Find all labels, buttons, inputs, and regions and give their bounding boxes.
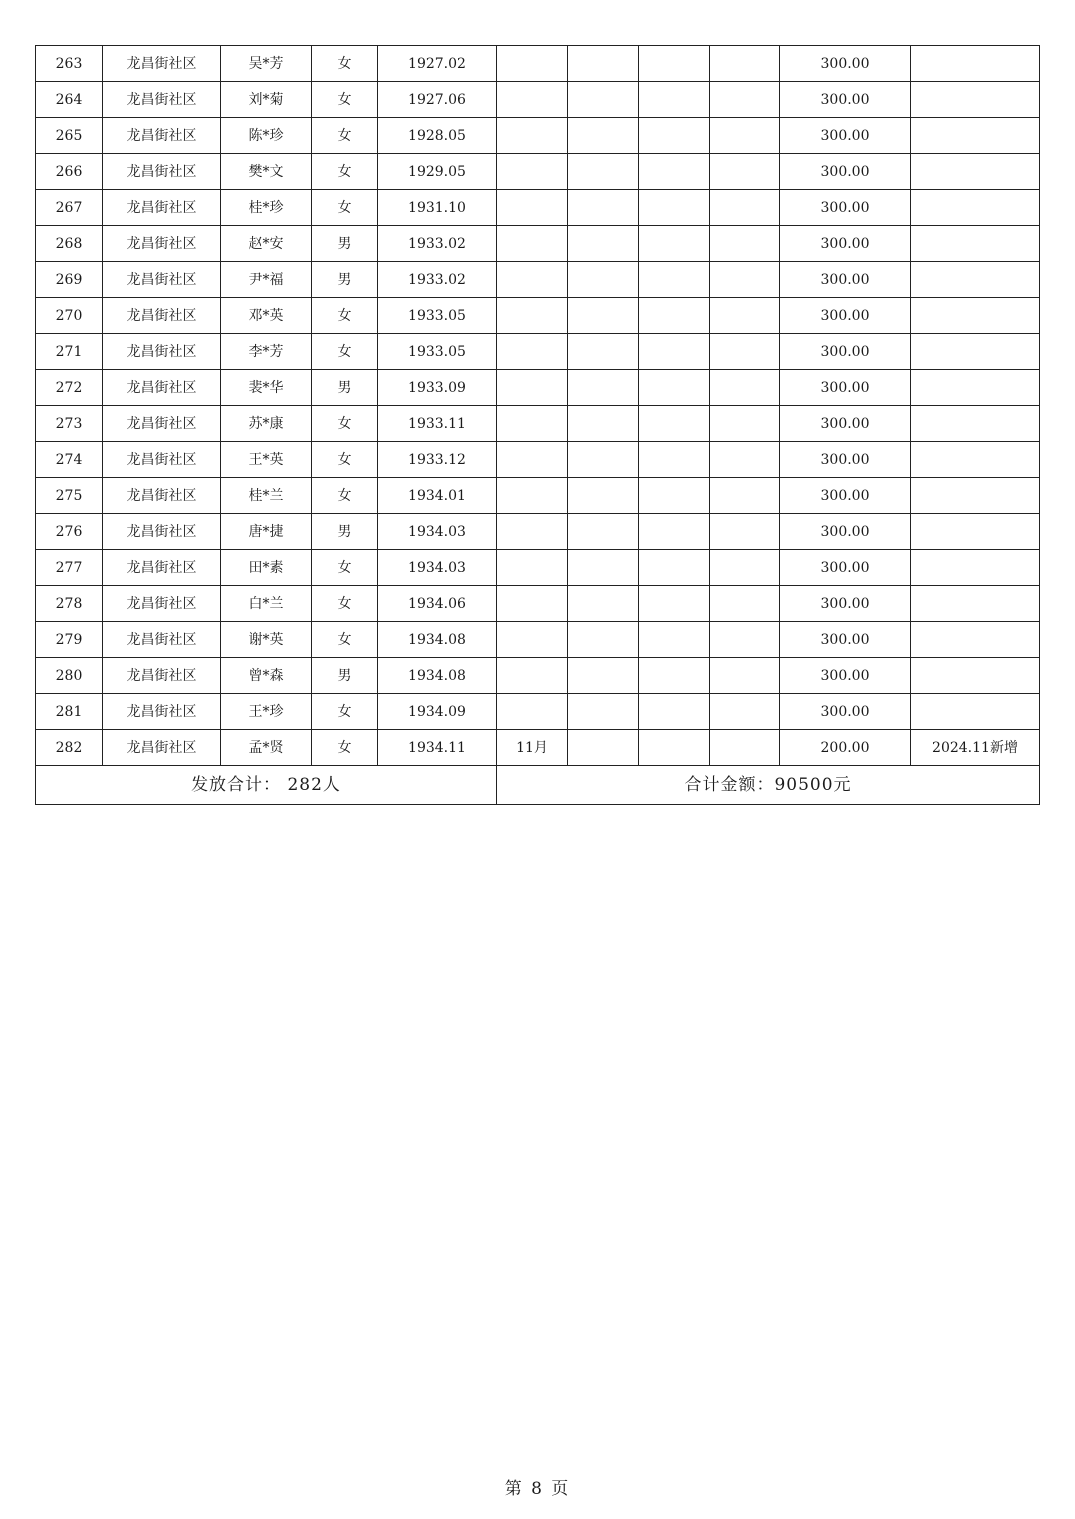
birth-date-cell: 1929.05 bbox=[378, 154, 497, 190]
birth-date-cell: 1933.12 bbox=[378, 442, 497, 478]
row-number-cell: 266 bbox=[36, 154, 103, 190]
amount-cell: 300.00 bbox=[780, 46, 911, 82]
column-8-cell bbox=[639, 550, 710, 586]
column-8-cell bbox=[639, 658, 710, 694]
column-9-cell bbox=[710, 154, 780, 190]
name-cell: 樊*文 bbox=[221, 154, 312, 190]
column-9-cell bbox=[710, 46, 780, 82]
birth-date-cell: 1927.06 bbox=[378, 82, 497, 118]
column-8-cell bbox=[639, 622, 710, 658]
column-8-cell bbox=[639, 262, 710, 298]
community-cell: 龙昌街社区 bbox=[103, 370, 221, 406]
column-9-cell bbox=[710, 370, 780, 406]
column-9-cell bbox=[710, 262, 780, 298]
row-number-cell: 282 bbox=[36, 730, 103, 766]
table-row bbox=[36, 622, 1040, 658]
note-cell bbox=[911, 154, 1040, 190]
column-8-cell bbox=[639, 190, 710, 226]
gender-cell: 女 bbox=[312, 730, 378, 766]
column-8-cell bbox=[639, 46, 710, 82]
table-row bbox=[36, 82, 1040, 118]
table-row bbox=[36, 190, 1040, 226]
column-8-cell bbox=[639, 334, 710, 370]
birth-date-cell: 1934.08 bbox=[378, 658, 497, 694]
community-cell: 龙昌街社区 bbox=[103, 730, 221, 766]
column-9-cell bbox=[710, 406, 780, 442]
row-number-cell: 276 bbox=[36, 514, 103, 550]
birth-date-cell: 1934.03 bbox=[378, 550, 497, 586]
column-9-cell bbox=[710, 442, 780, 478]
table-row bbox=[36, 658, 1040, 694]
gender-cell: 女 bbox=[312, 550, 378, 586]
column-7-cell bbox=[568, 658, 639, 694]
column-9-cell bbox=[710, 586, 780, 622]
name-cell: 刘*菊 bbox=[221, 82, 312, 118]
amount-cell: 300.00 bbox=[780, 442, 911, 478]
gender-cell: 女 bbox=[312, 46, 378, 82]
note-cell bbox=[911, 82, 1040, 118]
column-8-cell bbox=[639, 478, 710, 514]
column-9-cell bbox=[710, 82, 780, 118]
column-6-cell bbox=[497, 46, 568, 82]
column-6-cell bbox=[497, 262, 568, 298]
column-9-cell bbox=[710, 694, 780, 730]
row-number-cell: 265 bbox=[36, 118, 103, 154]
gender-cell: 女 bbox=[312, 298, 378, 334]
column-8-cell bbox=[639, 514, 710, 550]
column-6-cell bbox=[497, 622, 568, 658]
row-number-cell: 275 bbox=[36, 478, 103, 514]
column-8-cell bbox=[639, 82, 710, 118]
column-6-cell bbox=[497, 658, 568, 694]
gender-cell: 男 bbox=[312, 262, 378, 298]
column-7-cell bbox=[568, 154, 639, 190]
birth-date-cell: 1933.11 bbox=[378, 406, 497, 442]
name-cell: 桂*珍 bbox=[221, 190, 312, 226]
column-6-cell bbox=[497, 190, 568, 226]
note-cell bbox=[911, 478, 1040, 514]
gender-cell: 男 bbox=[312, 370, 378, 406]
community-cell: 龙昌街社区 bbox=[103, 226, 221, 262]
row-number-cell: 274 bbox=[36, 442, 103, 478]
column-9-cell bbox=[710, 226, 780, 262]
table-row bbox=[36, 478, 1040, 514]
row-number-cell: 272 bbox=[36, 370, 103, 406]
name-cell: 王*英 bbox=[221, 442, 312, 478]
row-number-cell: 273 bbox=[36, 406, 103, 442]
note-cell bbox=[911, 334, 1040, 370]
column-6-cell bbox=[497, 82, 568, 118]
community-cell: 龙昌街社区 bbox=[103, 550, 221, 586]
roster-sheet bbox=[35, 45, 1039, 805]
amount-cell: 300.00 bbox=[780, 694, 911, 730]
column-9-cell bbox=[710, 514, 780, 550]
birth-date-cell: 1934.08 bbox=[378, 622, 497, 658]
row-number-cell: 280 bbox=[36, 658, 103, 694]
community-cell: 龙昌街社区 bbox=[103, 622, 221, 658]
column-7-cell bbox=[568, 406, 639, 442]
gender-cell: 男 bbox=[312, 226, 378, 262]
row-number-cell: 268 bbox=[36, 226, 103, 262]
birth-date-cell: 1927.02 bbox=[378, 46, 497, 82]
row-number-cell: 270 bbox=[36, 298, 103, 334]
name-cell: 王*珍 bbox=[221, 694, 312, 730]
column-6-cell bbox=[497, 406, 568, 442]
community-cell: 龙昌街社区 bbox=[103, 298, 221, 334]
column-9-cell bbox=[710, 298, 780, 334]
community-cell: 龙昌街社区 bbox=[103, 514, 221, 550]
community-cell: 龙昌街社区 bbox=[103, 442, 221, 478]
column-8-cell bbox=[639, 406, 710, 442]
column-6-cell bbox=[497, 694, 568, 730]
column-8-cell bbox=[639, 154, 710, 190]
amount-cell: 300.00 bbox=[780, 586, 911, 622]
table-row bbox=[36, 226, 1040, 262]
amount-cell: 200.00 bbox=[780, 730, 911, 766]
name-cell: 裴*华 bbox=[221, 370, 312, 406]
column-6-cell bbox=[497, 226, 568, 262]
amount-cell: 300.00 bbox=[780, 334, 911, 370]
amount-cell: 300.00 bbox=[780, 370, 911, 406]
gender-cell: 女 bbox=[312, 478, 378, 514]
gender-cell: 男 bbox=[312, 514, 378, 550]
community-cell: 龙昌街社区 bbox=[103, 586, 221, 622]
column-7-cell bbox=[568, 478, 639, 514]
row-number-cell: 279 bbox=[36, 622, 103, 658]
gender-cell: 女 bbox=[312, 82, 378, 118]
column-7-cell bbox=[568, 622, 639, 658]
column-7-cell bbox=[568, 442, 639, 478]
amount-cell: 300.00 bbox=[780, 82, 911, 118]
column-6-cell bbox=[497, 586, 568, 622]
table-row bbox=[36, 46, 1040, 82]
column-7-cell bbox=[568, 298, 639, 334]
column-6-cell bbox=[497, 334, 568, 370]
row-number-cell: 263 bbox=[36, 46, 103, 82]
table-row bbox=[36, 442, 1040, 478]
column-8-cell bbox=[639, 118, 710, 154]
name-cell: 曾*森 bbox=[221, 658, 312, 694]
birth-date-cell: 1934.09 bbox=[378, 694, 497, 730]
amount-cell: 300.00 bbox=[780, 658, 911, 694]
amount-cell: 300.00 bbox=[780, 154, 911, 190]
community-cell: 龙昌街社区 bbox=[103, 118, 221, 154]
birth-date-cell: 1933.05 bbox=[378, 298, 497, 334]
name-cell: 田*素 bbox=[221, 550, 312, 586]
column-9-cell bbox=[710, 190, 780, 226]
birth-date-cell: 1931.10 bbox=[378, 190, 497, 226]
name-cell: 白*兰 bbox=[221, 586, 312, 622]
birth-date-cell: 1933.05 bbox=[378, 334, 497, 370]
birth-date-cell: 1934.03 bbox=[378, 514, 497, 550]
community-cell: 龙昌街社区 bbox=[103, 262, 221, 298]
amount-cell: 300.00 bbox=[780, 406, 911, 442]
column-8-cell bbox=[639, 586, 710, 622]
row-number-cell: 269 bbox=[36, 262, 103, 298]
row-number-cell: 277 bbox=[36, 550, 103, 586]
name-cell: 孟*贤 bbox=[221, 730, 312, 766]
column-9-cell bbox=[710, 118, 780, 154]
row-number-cell: 281 bbox=[36, 694, 103, 730]
column-7-cell bbox=[568, 694, 639, 730]
note-cell bbox=[911, 442, 1040, 478]
column-8-cell bbox=[639, 370, 710, 406]
table-row bbox=[36, 730, 1040, 766]
total-amount: 合计金额：90500元 bbox=[497, 766, 1040, 805]
column-9-cell bbox=[710, 550, 780, 586]
column-7-cell bbox=[568, 82, 639, 118]
gender-cell: 女 bbox=[312, 586, 378, 622]
column-7-cell bbox=[568, 514, 639, 550]
column-6-cell bbox=[497, 154, 568, 190]
column-7-cell bbox=[568, 550, 639, 586]
amount-cell: 300.00 bbox=[780, 514, 911, 550]
note-cell bbox=[911, 622, 1040, 658]
note-cell bbox=[911, 118, 1040, 154]
note-cell bbox=[911, 586, 1040, 622]
name-cell: 苏*康 bbox=[221, 406, 312, 442]
summary-row bbox=[36, 766, 1040, 805]
roster-body bbox=[36, 46, 1040, 766]
name-cell: 谢*英 bbox=[221, 622, 312, 658]
page-number: 第 8 页 bbox=[504, 1479, 571, 1499]
gender-cell: 女 bbox=[312, 190, 378, 226]
amount-cell: 300.00 bbox=[780, 262, 911, 298]
name-cell: 邓*英 bbox=[221, 298, 312, 334]
column-9-cell bbox=[710, 658, 780, 694]
column-7-cell bbox=[568, 190, 639, 226]
note-cell bbox=[911, 694, 1040, 730]
note-cell bbox=[911, 190, 1040, 226]
amount-cell: 300.00 bbox=[780, 190, 911, 226]
row-number-cell: 278 bbox=[36, 586, 103, 622]
note-cell bbox=[911, 262, 1040, 298]
note-cell bbox=[911, 370, 1040, 406]
column-7-cell bbox=[568, 118, 639, 154]
amount-cell: 300.00 bbox=[780, 226, 911, 262]
column-6-cell bbox=[497, 478, 568, 514]
table-row bbox=[36, 586, 1040, 622]
birth-date-cell: 1933.09 bbox=[378, 370, 497, 406]
column-6-cell bbox=[497, 550, 568, 586]
column-6-cell: 11月 bbox=[497, 730, 568, 766]
birth-date-cell: 1934.01 bbox=[378, 478, 497, 514]
table-row bbox=[36, 334, 1040, 370]
gender-cell: 女 bbox=[312, 154, 378, 190]
table-row bbox=[36, 154, 1040, 190]
community-cell: 龙昌街社区 bbox=[103, 406, 221, 442]
column-8-cell bbox=[639, 730, 710, 766]
table-row bbox=[36, 406, 1040, 442]
name-cell: 桂*兰 bbox=[221, 478, 312, 514]
note-cell bbox=[911, 514, 1040, 550]
column-6-cell bbox=[497, 442, 568, 478]
column-8-cell bbox=[639, 694, 710, 730]
column-7-cell bbox=[568, 46, 639, 82]
community-cell: 龙昌街社区 bbox=[103, 82, 221, 118]
community-cell: 龙昌街社区 bbox=[103, 478, 221, 514]
birth-date-cell: 1934.11 bbox=[378, 730, 497, 766]
name-cell: 陈*珍 bbox=[221, 118, 312, 154]
table-row bbox=[36, 262, 1040, 298]
birth-date-cell: 1928.05 bbox=[378, 118, 497, 154]
amount-cell: 300.00 bbox=[780, 550, 911, 586]
total-count: 发放合计： 282人 bbox=[36, 766, 497, 805]
community-cell: 龙昌街社区 bbox=[103, 334, 221, 370]
row-number-cell: 267 bbox=[36, 190, 103, 226]
column-9-cell bbox=[710, 730, 780, 766]
note-cell: 2024.11新增 bbox=[911, 730, 1040, 766]
column-7-cell bbox=[568, 226, 639, 262]
note-cell bbox=[911, 226, 1040, 262]
community-cell: 龙昌街社区 bbox=[103, 190, 221, 226]
column-6-cell bbox=[497, 514, 568, 550]
note-cell bbox=[911, 658, 1040, 694]
gender-cell: 女 bbox=[312, 334, 378, 370]
row-number-cell: 264 bbox=[36, 82, 103, 118]
row-number-cell: 271 bbox=[36, 334, 103, 370]
column-8-cell bbox=[639, 226, 710, 262]
gender-cell: 男 bbox=[312, 658, 378, 694]
community-cell: 龙昌街社区 bbox=[103, 694, 221, 730]
column-9-cell bbox=[710, 622, 780, 658]
gender-cell: 女 bbox=[312, 442, 378, 478]
table-row bbox=[36, 370, 1040, 406]
amount-cell: 300.00 bbox=[780, 622, 911, 658]
note-cell bbox=[911, 298, 1040, 334]
amount-cell: 300.00 bbox=[780, 118, 911, 154]
column-9-cell bbox=[710, 478, 780, 514]
column-6-cell bbox=[497, 118, 568, 154]
name-cell: 李*芳 bbox=[221, 334, 312, 370]
community-cell: 龙昌街社区 bbox=[103, 658, 221, 694]
column-8-cell bbox=[639, 298, 710, 334]
amount-cell: 300.00 bbox=[780, 298, 911, 334]
column-7-cell bbox=[568, 370, 639, 406]
gender-cell: 女 bbox=[312, 118, 378, 154]
birth-date-cell: 1933.02 bbox=[378, 226, 497, 262]
column-8-cell bbox=[639, 442, 710, 478]
roster-table bbox=[35, 45, 1040, 805]
birth-date-cell: 1934.06 bbox=[378, 586, 497, 622]
column-6-cell bbox=[497, 370, 568, 406]
name-cell: 尹*福 bbox=[221, 262, 312, 298]
birth-date-cell: 1933.02 bbox=[378, 262, 497, 298]
amount-cell: 300.00 bbox=[780, 478, 911, 514]
table-row bbox=[36, 514, 1040, 550]
note-cell bbox=[911, 550, 1040, 586]
column-7-cell bbox=[568, 334, 639, 370]
gender-cell: 女 bbox=[312, 694, 378, 730]
column-7-cell bbox=[568, 262, 639, 298]
table-row bbox=[36, 298, 1040, 334]
gender-cell: 女 bbox=[312, 622, 378, 658]
table-row bbox=[36, 694, 1040, 730]
gender-cell: 女 bbox=[312, 406, 378, 442]
community-cell: 龙昌街社区 bbox=[103, 46, 221, 82]
column-6-cell bbox=[497, 298, 568, 334]
column-7-cell bbox=[568, 730, 639, 766]
column-9-cell bbox=[710, 334, 780, 370]
community-cell: 龙昌街社区 bbox=[103, 154, 221, 190]
name-cell: 唐*捷 bbox=[221, 514, 312, 550]
column-7-cell bbox=[568, 586, 639, 622]
name-cell: 吴*芳 bbox=[221, 46, 312, 82]
name-cell: 赵*安 bbox=[221, 226, 312, 262]
note-cell bbox=[911, 46, 1040, 82]
table-row bbox=[36, 550, 1040, 586]
note-cell bbox=[911, 406, 1040, 442]
table-row bbox=[36, 118, 1040, 154]
